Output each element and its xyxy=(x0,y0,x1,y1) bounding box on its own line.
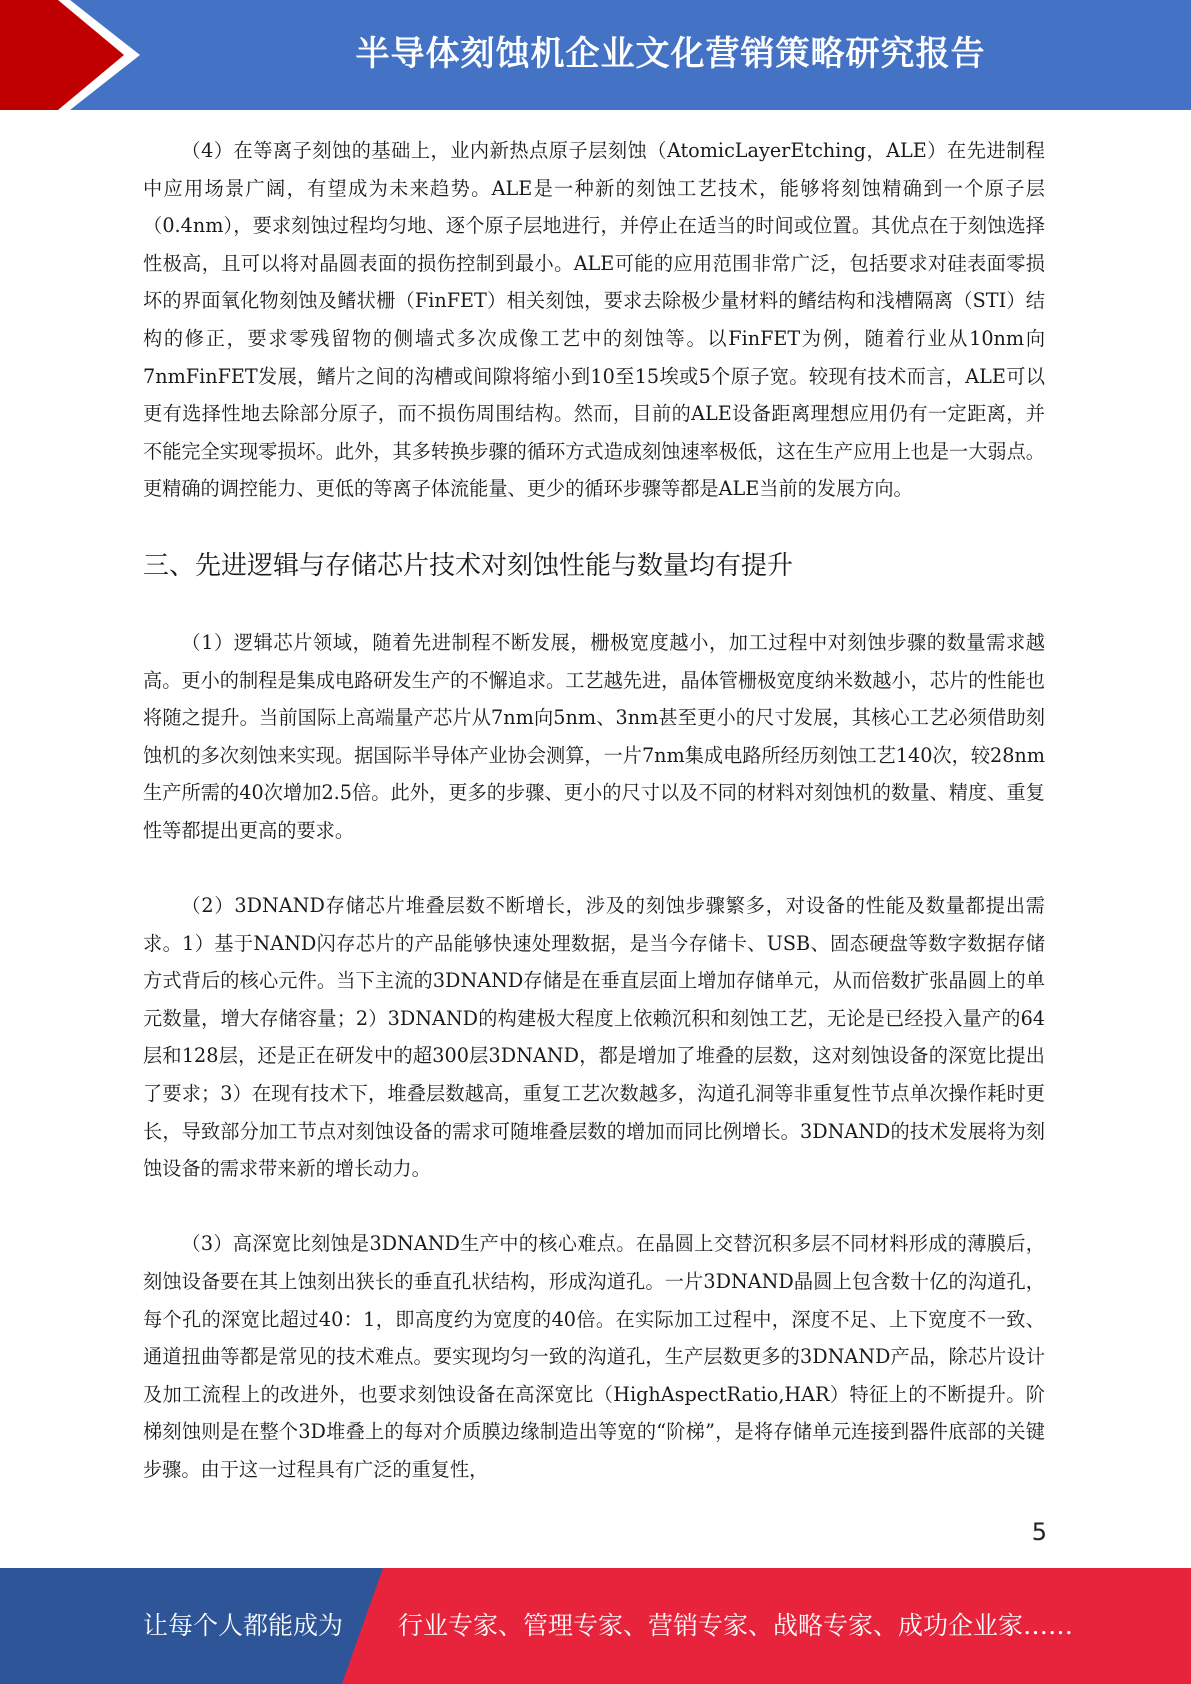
document-body xyxy=(143,132,1045,1489)
paragraph-ale: （4）在等离子刻蚀的基础上，业内新热点原子层刻蚀（AtomicLayerEtching，ALE）在先进制程中应用场景广阔，有望成为未来趋势。ALE是一种新的刻蚀工艺技术，能够将刻蚀精确到一个原子层（0.4nm），要求刻蚀过程均匀地、逐个原子层地进行，并停止在适当的时间或位置。其优点在于刻蚀选择性极高，且可以将对晶圆表面的损伤控制到最小。ALE可能的应用范围非常广泛，包括要求对硅表面零损坏的界面氧化物刻蚀及鳍状栅（FinFET）相关刻蚀，要求去除极少量材料的鳍结构和浅槽隔离（STI）结构的修正，要求零残留物的侧墙式多次成像工艺中的刻蚀等。以FinFET为例，随着行业从10nm向7nmFinFET发展，鳍片之间的沟槽或间隙将缩小到10至15埃或5个原子宽。较现有技术而言，ALE可以更有选择性地去除部分原子，而不损伤周围结构。然而，目前的ALE设备距离理想应用仍有一定距离，并不能完全实现零损坏。此外，其多转换步骤的循环方式造成刻蚀速率极低，这在生产应用上也是一大弱点。更精确的调控能力、更低的等离子体流能量、更少的循环步骤等都是ALE当前的发展方向。 xyxy=(143,139,1046,501)
paragraph-high-aspect-ratio: （3）高深宽比刻蚀是3DNAND生产中的核心难点。在晶圆上交替沉积多层不同材料形成的薄膜后，刻蚀设备要在其上蚀刻出狭长的垂直孔状结构，形成沟道孔。一片3DNAND晶圆上包含数十亿的沟道孔，每个孔的深宽比超过40：1，即高度约为宽度的40倍。在实际加工过程中，深度不足、上下宽度不一致、通道扭曲等都是常见的技术难点。要实现均匀一致的沟道孔，生产层数更多的3DNAND产品，除芯片设计及加工流程上的改进外，也要求刻蚀设备在高深宽比（HighAspectRatio,HAR）特征上的不断提升。阶梯刻蚀则是在整个3D堆叠上的每对介质膜边缘制造出等宽的“阶梯”，是将存储单元连接到器件底部的关键步骤。由于这一过程具有广泛的重复性， xyxy=(143,1232,1045,1481)
footer-slogan-right: 行业专家、管理专家、营销专家、战略专家、成功企业家…… xyxy=(398,1611,1074,1640)
header-title: 半导体刻蚀机企业文化营销策略研究报告 xyxy=(355,34,986,74)
page-number: 5 xyxy=(1031,1518,1047,1546)
paragraph-3dnand: （2）3DNAND存储芯片堆叠层数不断增长，涉及的刻蚀步骤繁多，对设备的性能及数量都提出需求。1）基于NAND闪存芯片的产品能够快速处理数据，是当今存储卡、USB、固态硬盘等数字数据存储方式背后的核心元件。当下主流的3DNAND存储是在垂直层面上增加存储单元，从而倍数扩张晶圆上的单元数量，增大存储容量；2）3DNAND的构建极大程度上依赖沉积和刻蚀工艺，无论是已经投入量产的64层和128层，还是正在研发中的超300层3DNAND，都是增加了堆叠的层数，这对刻蚀设备的深宽比提出了要求；3）在现有技术下，堆叠层数越高，重复工艺次数越多，沟道孔洞等非重复性节点单次操作耗时更长，导致部分加工节点对刻蚀设备的需求可随堆叠层数的增加而同比例增长。3DNAND的技术发展将为刻蚀设备的需求带来新的增长动力。 xyxy=(143,894,1045,1181)
page-header xyxy=(0,0,1191,110)
header-arrow-decoration xyxy=(0,0,160,110)
paragraph-logic-chip: （1）逻辑芯片领域，随着先进制程不断发展，栅极宽度越小，加工过程中对刻蚀步骤的数量需求越高。更小的制程是集成电路研发生产的不懈追求。工艺越先进，晶体管栅极宽度纳米数越小，芯片的性能也将随之提升。当前国际上高端量产芯片从7nm向5nm、3nm甚至更小的尺寸发展，其核心工艺必须借助刻蚀机的多次刻蚀来实现。据国际半导体产业协会测算，一片7nm集成电路所经历刻蚀工艺140次，较28nm生产所需的40次增加2.5倍。此外，更多的步骤、更小的尺寸以及不同的材料对刻蚀机的数量、精度、重复性等都提出更高的要求。 xyxy=(143,630,1045,842)
section-heading: 三、先进逻辑与存储芯片技术对刻蚀性能与数量均有提升 xyxy=(143,550,794,581)
page-footer xyxy=(0,1568,1191,1684)
footer-slogan-left: 让每个人都能成为 xyxy=(143,1611,344,1640)
